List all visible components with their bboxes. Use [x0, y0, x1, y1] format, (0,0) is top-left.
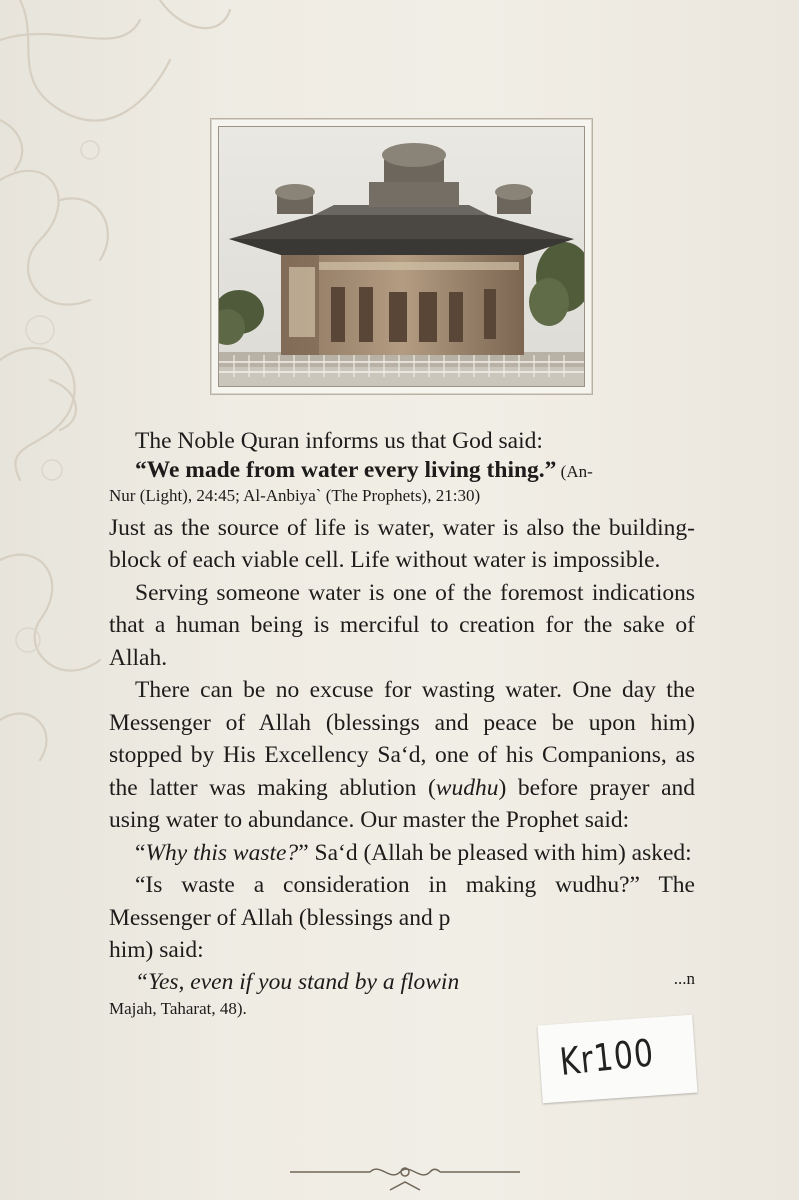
paragraph-3-before: There can be no excuse for wasting water. One day the Messenger of Allah (blessings and peace be upon him) stopped by His Excellency Sa‘d, one of his Companions, as the latter was making ablution ( [109, 677, 695, 801]
price-sticker-text: Kr100 [557, 1031, 657, 1085]
quote-3-cite-tail: ...n [673, 968, 695, 988]
verse-paragraph [109, 458, 695, 484]
photo-frame [210, 118, 593, 395]
verse-citation-end: Nur (Light), 24:45; Al-Anbiya` (The Prophets), 21:30) [109, 485, 481, 505]
verse-quote: “We made from water every living thing.” [135, 456, 557, 483]
paragraph-3-after: ) before prayer and using water to abundance. Our master the Prophet said: [109, 774, 695, 833]
quote-3 [109, 967, 695, 997]
divider-ornament-icon [290, 1160, 520, 1200]
quote-2-text: “Is waste a consideration in making wudhu?” The Messenger of Allah (blessings and p [109, 872, 695, 931]
quote-1-italic: Why this waste? [145, 839, 299, 866]
quote-2 [109, 869, 695, 967]
quote-3-italic: “Yes, even if you stand by a flowin [135, 968, 460, 995]
paragraph-2: Serving someone water is one of the foremost indications that a human being is merciful to creation for the sake of Allah. [109, 579, 695, 671]
paragraph-1: Just as the source of life is water, water is also the building-block of each viable cell. Life without water is impossible. [109, 514, 695, 573]
paragraph-3-italic: wudhu [435, 774, 499, 801]
quote-2-end: him) said: [109, 937, 204, 963]
fountain-image-icon [219, 127, 584, 386]
intro-line: The Noble Quran informs us that God said: [135, 428, 543, 454]
quote-1 [109, 837, 695, 870]
body-text [109, 425, 695, 1025]
quote-1-rest: ” Sa‘d (Allah be pleased with him) asked: [298, 839, 692, 866]
paragraph-3 [109, 674, 695, 837]
price-sticker [537, 1015, 697, 1104]
final-citation: Majah, Taharat, 48). [109, 998, 247, 1018]
verse-citation-start: (An- [556, 461, 593, 481]
fountain-photo [218, 126, 585, 387]
quote-1-open: “ [135, 839, 146, 866]
